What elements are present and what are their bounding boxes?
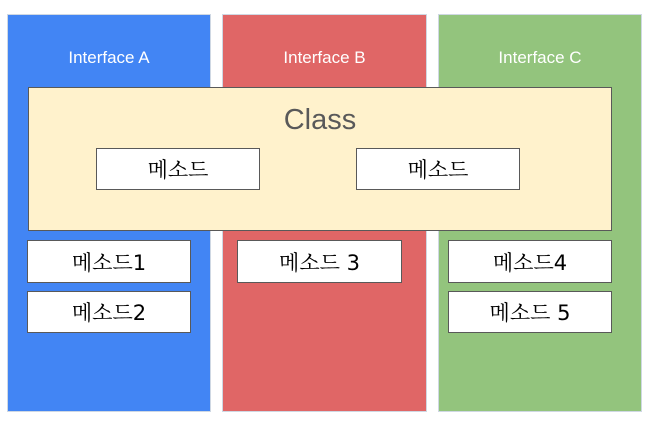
class-title: Class	[283, 104, 357, 136]
interface-a-method-2: 메소드2	[27, 291, 191, 333]
interface-b-method-3: 메소드 3	[237, 240, 402, 283]
class-method-2: 메소드	[356, 148, 520, 190]
interface-a-method-1: 메소드1	[27, 240, 191, 283]
interface-b-title: Interface B	[283, 48, 366, 67]
interface-c-method-5: 메소드 5	[448, 291, 612, 333]
class-box	[28, 87, 612, 231]
interface-c-title: Interface C	[498, 48, 582, 67]
interface-c-method-4: 메소드4	[448, 240, 612, 283]
class-method-1: 메소드	[96, 148, 260, 190]
interface-a-title: Interface A	[68, 48, 150, 67]
